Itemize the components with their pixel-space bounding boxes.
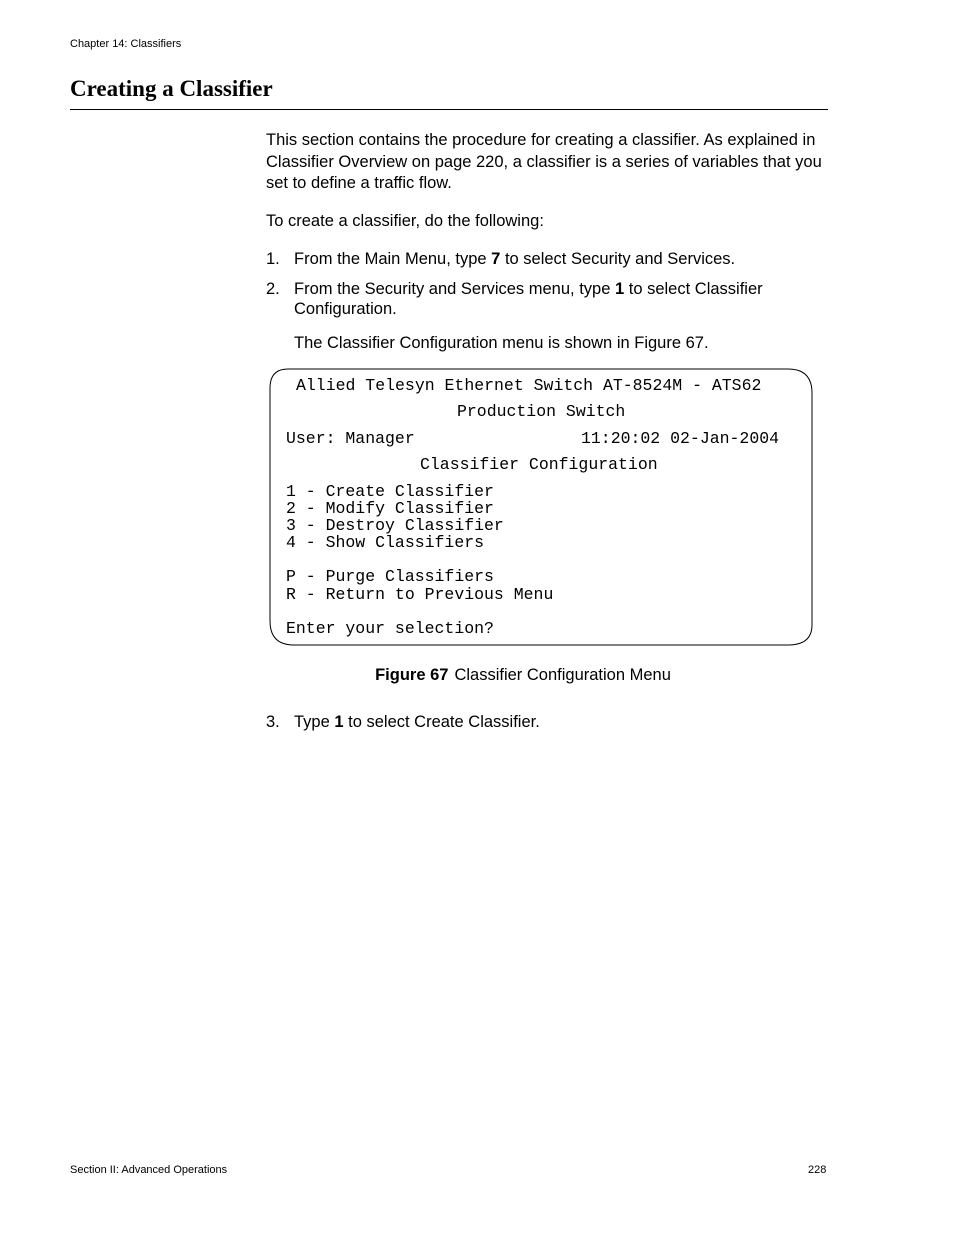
figure-caption-text: Classifier Configuration Menu bbox=[454, 666, 671, 684]
step-key: 1 bbox=[334, 713, 344, 731]
selection-prompt[interactable]: Enter your selection? bbox=[286, 619, 494, 638]
footer-section: Section II: Advanced Operations bbox=[70, 1164, 228, 1176]
menu-option-modify[interactable]: 2 - Modify Classifier bbox=[286, 499, 494, 518]
step-2-note: The Classifier Configuration menu is shown in Figure 67. bbox=[294, 334, 709, 352]
step-text: Type 1 to select Create Classifier. bbox=[294, 713, 540, 731]
terminal-datetime: 11:20:02 02-Jan-2004 bbox=[581, 429, 780, 448]
step-key: 1 bbox=[614, 280, 625, 298]
menu-option-destroy[interactable]: 3 - Destroy Classifier bbox=[286, 516, 504, 535]
step-text: From the Main Menu, type 7 to select Security and Services. bbox=[294, 250, 736, 268]
figure-label: Figure 67 bbox=[375, 666, 449, 684]
step-key: 7 bbox=[491, 250, 501, 268]
step-text: From the Security and Services menu, type 1 to select Classifier Configuration. bbox=[294, 280, 763, 318]
terminal-banner: Allied Telesyn Ethernet Switch AT-8524M - ATS62 bbox=[296, 376, 762, 395]
intro-paragraph: This section contains the procedure for creating a classifier. As explained in Classifier Overview on page 220, a classifier is a series of variables that you set to define a traffic flow. bbox=[266, 131, 822, 192]
step-number: 1. bbox=[266, 250, 280, 268]
lead-in-sentence: To create a classifier, do the following: bbox=[266, 212, 544, 230]
figure-caption bbox=[0, 666, 954, 685]
terminal-user: User: Manager bbox=[286, 429, 415, 448]
title-rule bbox=[70, 109, 828, 110]
menu-option-show[interactable]: 4 - Show Classifiers bbox=[286, 533, 485, 552]
step-number: 3. bbox=[266, 713, 280, 731]
menu-option-create[interactable]: 1 - Create Classifier bbox=[286, 482, 494, 501]
menu-option-return[interactable]: R - Return to Previous Menu bbox=[286, 585, 554, 604]
page-title: Creating a Classifier bbox=[70, 76, 273, 101]
terminal-menu-title: Classifier Configuration bbox=[420, 455, 658, 474]
page-number: 228 bbox=[808, 1164, 827, 1176]
running-header: Chapter 14: Classifiers bbox=[70, 38, 182, 50]
menu-option-purge[interactable]: P - Purge Classifiers bbox=[286, 567, 494, 586]
terminal-system-name: Production Switch bbox=[457, 402, 626, 421]
step-number: 2. bbox=[266, 280, 280, 298]
